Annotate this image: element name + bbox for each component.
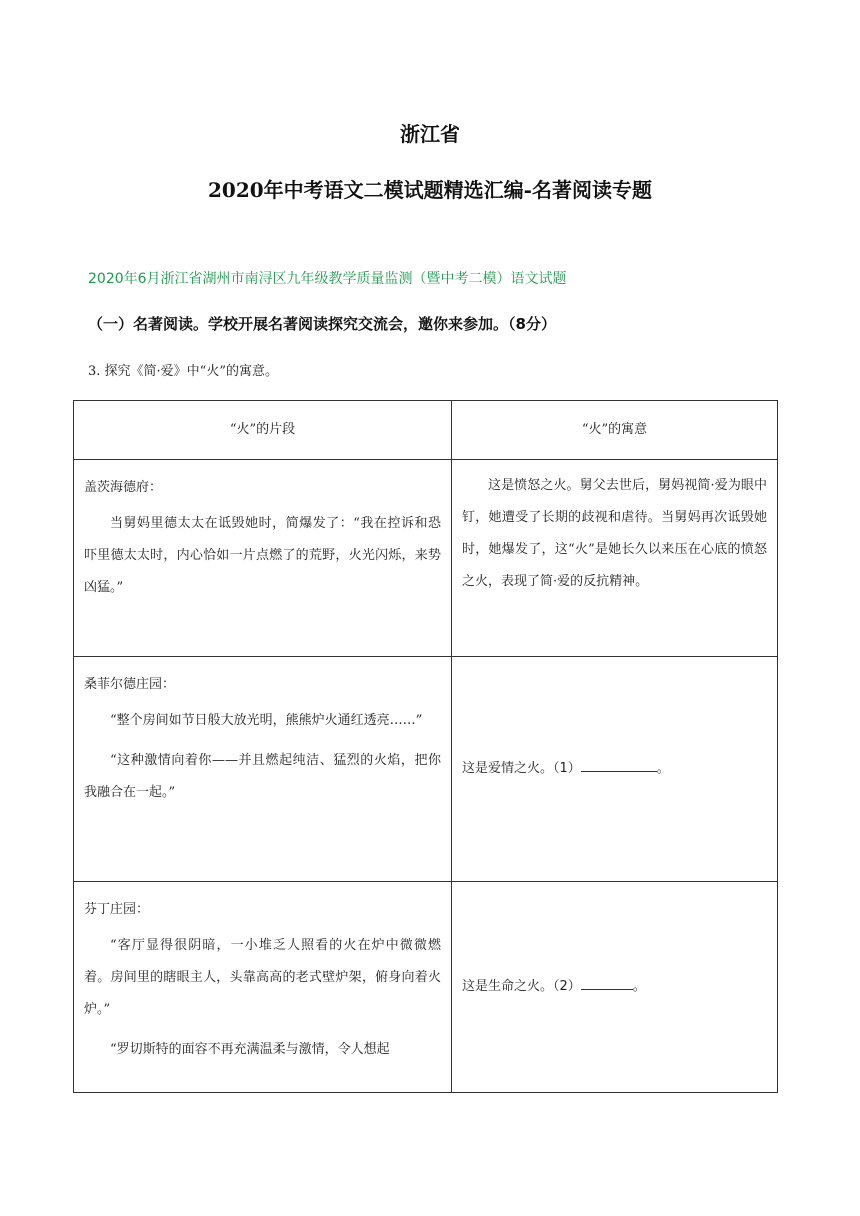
fragment-cell (74, 882, 452, 1093)
quote-paragraph: 当舅妈里德太太在诋毁她时，简爆发了：“我在控诉和恐吓里德太太时，内心恰如一片点燃了的荒野，火光闪烁，来势凶猛。” (84, 516, 441, 595)
meaning-text: 这是生命之火。（2） (462, 979, 581, 994)
meaning-cell (452, 882, 778, 1093)
table-row (74, 460, 778, 657)
quote-paragraph: “这种激情向着你——并且燃起纯洁、猛烈的火焰，把你我融合在一起。” (84, 753, 441, 800)
question-prompt: 3. 探究《简·爱》中“火”的寓意。 (88, 364, 278, 379)
table-row (74, 657, 778, 882)
quote-paragraph: “罗切斯特的面容不再充满温柔与激情，令人想起 (110, 1042, 390, 1057)
fragment-cell (74, 460, 452, 657)
place-label: 盖茨海德府： (84, 480, 163, 495)
blank-terminal: 。 (632, 979, 646, 994)
place-label: 芬丁庄园： (84, 902, 150, 917)
answer-blank-1[interactable] (581, 757, 657, 772)
meaning-cell (452, 657, 778, 882)
table-header-row (74, 401, 778, 460)
document-title-province: 浙江省 (400, 122, 460, 146)
blank-terminal: 。 (656, 761, 670, 776)
fragment-cell (74, 657, 452, 882)
exam-source: 2020年6月浙江省湖州市南浔区九年级教学质量监测（暨中考二模）语文试题 (88, 271, 567, 287)
answer-blank-2[interactable] (581, 975, 633, 990)
quote-paragraph: “客厅显得很阴暗，一小堆乏人照看的火在炉中微微燃着。房间里的瞎眼主人，头靠高高的老式壁炉架，俯身向着火炉。” (84, 938, 441, 1017)
meaning-text: 这是愤怒之火。舅父去世后，舅妈视简·爱为眼中钉，她遭受了长期的歧视和虐待。当舅妈再次诋毁她时，她爆发了，这“火”是她长久以来压在心底的愤怒之火，表现了简·爱的反抗精神。 (462, 478, 767, 589)
place-label: 桑菲尔德庄园： (84, 677, 176, 692)
document-title: 2020年中考语文二模试题精选汇编-名著阅读专题 (208, 178, 652, 202)
section-heading: （一）名著阅读。学校开展名著阅读探究交流会，邀你来参加。（8分） (88, 315, 556, 333)
header-cell-meaning: “火”的寓意 (452, 401, 778, 460)
header-cell-fragment: “火”的片段 (74, 401, 452, 460)
meaning-text: 这是爱情之火。（1） (462, 761, 581, 776)
answer-table (73, 400, 778, 1093)
meaning-cell (452, 460, 778, 657)
table-row (74, 882, 778, 1093)
quote-paragraph: “整个房间如节日般大放光明，熊熊炉火通红透亮……” (110, 713, 423, 728)
